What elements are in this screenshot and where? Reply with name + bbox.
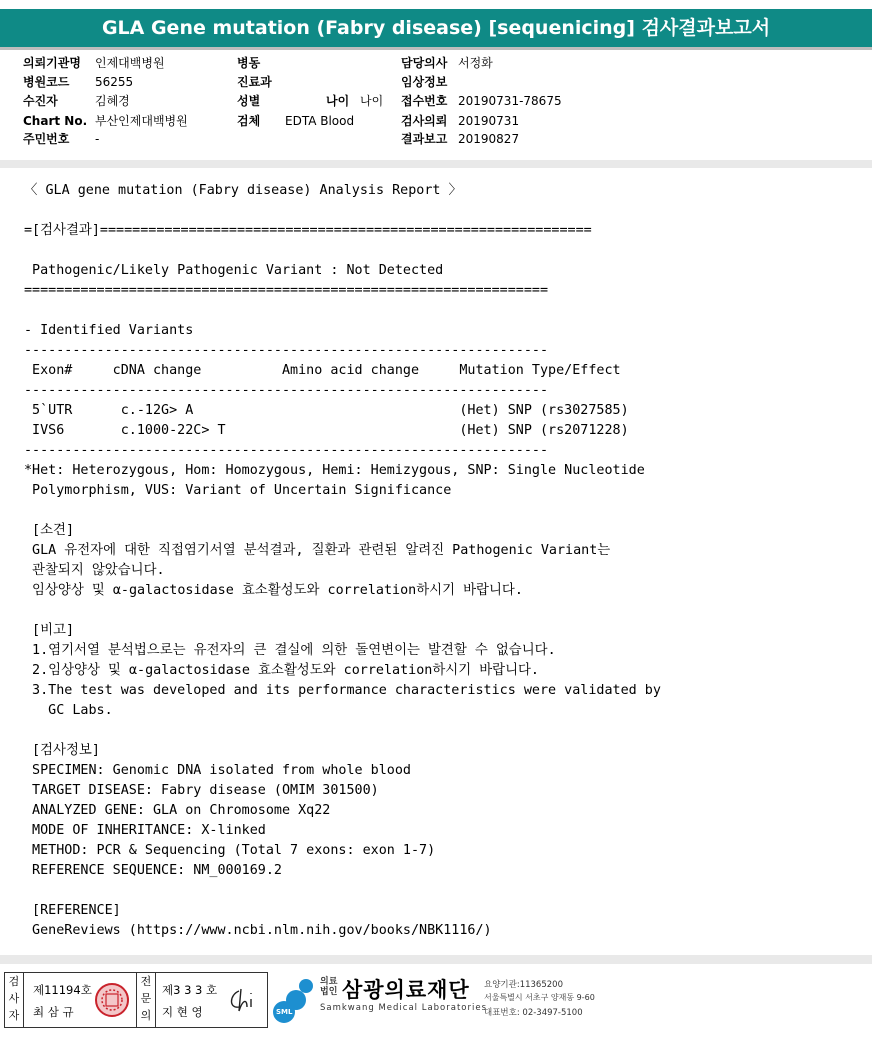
report-line: =[검사결과]=============================================================: [24, 223, 592, 238]
report-line: MODE OF INHERITANCE: X-linked: [24, 823, 266, 838]
info-value: 김혜경: [95, 94, 130, 108]
info-value: 20190731-78675: [458, 94, 562, 108]
info-value: 56255: [95, 75, 134, 89]
report-line: [24, 601, 661, 621]
report-line: 3.The test was developed and its performance characteristics were validated by: [24, 683, 661, 698]
report-line: Polymorphism, VUS: Variant of Uncertain Significance: [24, 483, 452, 498]
info-label: 검사의뢰: [401, 114, 448, 128]
report-line: -----------------------------------------------------------------: [24, 443, 549, 458]
report-title: GLA Gene mutation (Fabry disease) [sequenicing] 검사결과보고서: [0, 9, 872, 47]
info-value: 서정화: [458, 56, 493, 70]
report-line: 〈 GLA gene mutation (Fabry disease) Analysis Report 〉: [24, 183, 462, 198]
info-label: 병동: [237, 56, 261, 70]
report-line: SPECIMEN: Genomic DNA isolated from whole blood: [24, 763, 411, 778]
report-line: [24, 201, 661, 221]
info-label: 결과보고: [401, 132, 448, 146]
report-line: [검사정보]: [24, 743, 100, 758]
org-phone: 대표번호: 02-3497-5100: [484, 1008, 583, 1018]
info-label: Chart No.: [23, 114, 88, 128]
report-line: Exon# cDNA change Amino acid change Mutation Type/Effect: [24, 363, 621, 378]
report-line: [24, 301, 661, 321]
specialist-number: 제3 3 3 호: [162, 983, 218, 997]
info-label: 수진자: [23, 94, 58, 108]
specialist-label-text: 전 문 의: [140, 975, 152, 1022]
divider: [0, 160, 872, 168]
report-line: [24, 501, 661, 521]
report-line: GLA 유전자에 대한 직접염기서열 분석결과, 질환과 관련된 알려진 Pathogenic Variant는: [24, 543, 611, 558]
report-line: [24, 241, 661, 261]
info-value: 나이: [360, 94, 384, 108]
info-value: 인제대백병원: [95, 56, 165, 70]
info-value: 20190731: [458, 114, 520, 128]
info-value: EDTA Blood: [285, 114, 355, 128]
info-label: 성별: [237, 94, 261, 108]
org-type: 의료 법인: [320, 977, 338, 997]
report-line: 5`UTR c.-12G> A (Het) SNP (rs3027585): [24, 403, 629, 418]
signature-box: [4, 972, 268, 1028]
info-label: 담당의사: [401, 56, 448, 70]
report-line: 임상양상 및 α-galactosidase 효소활성도와 correlation하시기 바랍니다.: [24, 583, 523, 598]
report-line: -----------------------------------------------------------------: [24, 343, 549, 358]
report-line: GC Labs.: [24, 703, 113, 718]
report-line: =================================================================: [24, 283, 549, 298]
report-line: [REFERENCE]: [24, 903, 121, 918]
tester-label-text: 검 사 자: [8, 975, 20, 1022]
report-line: - Identified Variants: [24, 323, 194, 338]
tester-number: 제11194호: [33, 983, 92, 997]
logo-abbr: SML: [276, 1008, 293, 1016]
seal-icon: [94, 982, 130, 1018]
report-line: -----------------------------------------------------------------: [24, 383, 549, 398]
sml-logo-icon: [272, 974, 318, 1024]
info-value: -: [95, 132, 100, 146]
report-line: 1.염기서열 분석법으로는 유전자의 큰 결실에 의한 돌연변이는 발견할 수 없습니다.: [24, 643, 556, 658]
info-label: 의뢰기관명: [23, 56, 81, 70]
info-label: 병원코드: [23, 75, 70, 89]
report-line: METHOD: PCR & Sequencing (Total 7 exons: exon 1-7): [24, 843, 436, 858]
org-english-name: Samkwang Medical Laboratories: [320, 1003, 488, 1013]
info-value: 부산인제대백병원: [95, 114, 188, 128]
info-value: 20190827: [458, 132, 520, 146]
report-line: REFERENCE SEQUENCE: NM_000169.2: [24, 863, 282, 878]
info-label: 나이: [326, 94, 350, 108]
report-line: [비고]: [24, 623, 75, 638]
report-line: 2.임상양상 및 α-galactosidase 효소활성도와 correlation하시기 바랍니다.: [24, 663, 539, 678]
report-line: TARGET DISEASE: Fabry disease (OMIM 301500): [24, 783, 379, 798]
org-name: 삼광의료재단: [342, 978, 470, 1002]
report-line: IVS6 c.1000-22C> T (Het) SNP (rs2071228): [24, 423, 629, 438]
report-line: ANALYZED GENE: GLA on Chromosome Xq22: [24, 803, 331, 818]
report-body: [24, 181, 661, 941]
report-line: [소견]: [24, 523, 75, 538]
report-line: GeneReviews (https://www.ncbi.nlm.nih.gov/books/NBK1116/): [24, 923, 492, 938]
org-code: 요양기관:11365200: [484, 980, 563, 990]
info-label: 임상정보: [401, 75, 448, 89]
org-address: 서울특별시 서초구 양재동 9-60: [484, 993, 595, 1002]
report-line: [24, 721, 661, 741]
tester-label: [5, 973, 24, 1027]
footer: [0, 972, 872, 1032]
banner-shadow: [0, 47, 872, 50]
report-line: [24, 881, 661, 901]
info-label: 주민번호: [23, 132, 70, 146]
report-line: 관찰되지 않았습니다.: [24, 563, 165, 578]
report-line: Pathogenic/Likely Pathogenic Variant : Not Detected: [24, 263, 444, 278]
divider: [0, 955, 872, 964]
info-label: 진료과: [237, 75, 272, 89]
specialist-label: [136, 973, 156, 1027]
report-line: *Het: Heterozygous, Hom: Homozygous, Hemi: Hemizygous, SNP: Single Nucleotide: [24, 463, 645, 478]
info-label: 검체: [237, 114, 261, 128]
signature-icon: [225, 985, 261, 1015]
info-label: 접수번호: [401, 94, 448, 108]
specialist-name: 지 현 영: [162, 1005, 203, 1019]
tester-name: 최 삼 규: [33, 1005, 74, 1019]
